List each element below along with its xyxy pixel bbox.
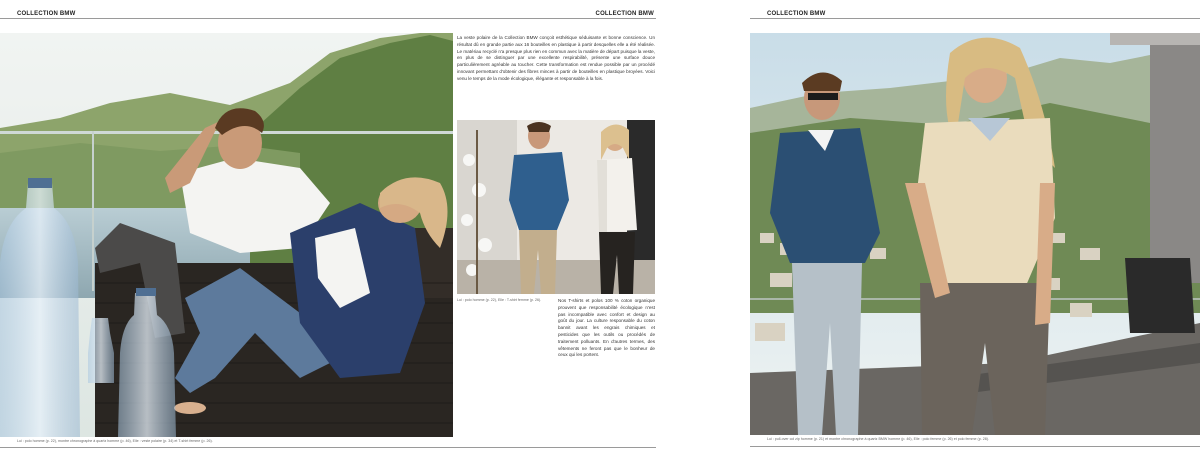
right-page-header: COLLECTION BMW	[767, 11, 826, 17]
main-photo-caption: Lui : polo homme (p. 22), montre chronographe à quartz homme (p. 46), Elle : veste polaire (p. 34) et T-shirt femme (p. 26).	[17, 439, 213, 443]
terrace-couple-photo	[750, 33, 1200, 435]
intro-paragraph: La veste polaire de la Collection BMW conçoit esthétique séduisante et bonne conscience. Un résultat dû en grande partie aux 16 bouteilles en plastique à partir desquelles elle a été réalisée. Le matériau recyclé n'a presque plus rien en commun avec la matière de départ puisque la veste, en plus de se distinguer par une excellente respirabilité, présente une surface douce particulièrement agréable au toucher. Cette transformation est rendue possible par un procédé innovant permettant d'obtenir des fibres minces à partir de bouteilles en plastique broyées. Voici venu le temps de la mode écologique, élégante et responsable à la fois.	[457, 35, 656, 81]
top-rule	[0, 18, 656, 19]
main-lifestyle-photo	[0, 33, 453, 437]
right-page	[750, 0, 1200, 450]
couple-lounge-illustration	[0, 33, 453, 437]
terrace-couple-illustration	[750, 33, 1200, 435]
left-page-header-right: COLLECTION BMW	[595, 11, 654, 17]
interior-couple-illustration	[457, 120, 655, 294]
right-top-rule	[750, 18, 1200, 19]
left-page-header: COLLECTION BMW	[17, 11, 76, 17]
cotton-paragraph: Nos T-shirts et polos 100 % coton organique prouvent que responsabilité écologique n'est pas incompatible avec confort et design au goût du jour. La culture responsable du coton bannit avant les engrais chimiques et pesticides que les outils ou procédés de traitement polluants. En d'autres termes, des vêtements ne feront pas que le bonheur de ceux qui les portent.	[558, 298, 655, 358]
terrace-photo-caption: Lui : pull-over col zip homme (p. 21) et montre chronographe à quartz BMW homme (p. 46), Elle : polo femme (p. 26) et polo femme (p. 28).	[767, 437, 989, 441]
bottom-rule	[0, 447, 656, 448]
right-bottom-rule	[750, 446, 1200, 447]
interior-couple-photo	[457, 120, 655, 294]
interior-photo-caption: Lui : polo homme (p. 22), Elle : T-shirt femme (p. 26).	[457, 298, 542, 302]
